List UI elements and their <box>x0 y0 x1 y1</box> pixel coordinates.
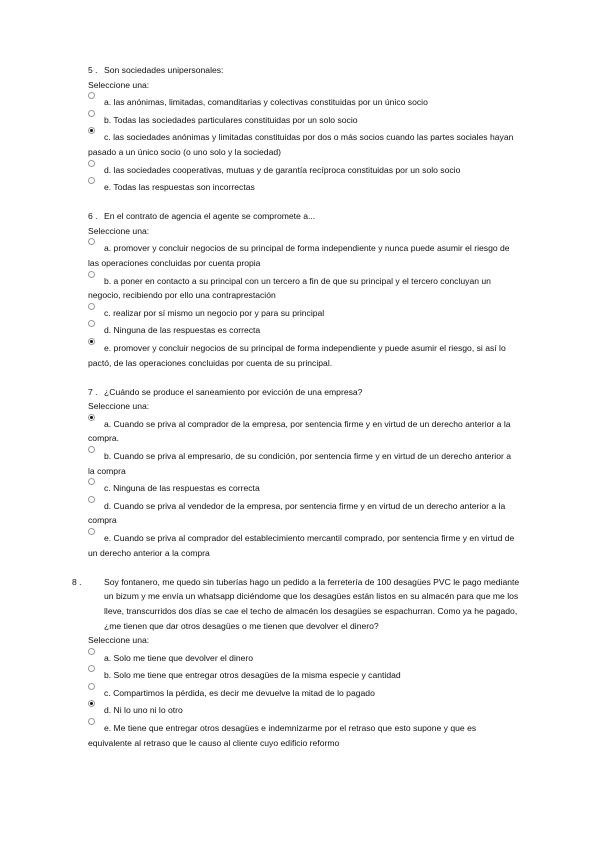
answer-option[interactable] <box>88 177 520 195</box>
question-block <box>72 575 522 751</box>
radio-icon[interactable] <box>88 303 95 310</box>
answer-option-label: e. promover y concluir negocios de su principal de forma independiente y puede asumir el riesgo, si así lo pactó, de las operaciones concluidas por cuenta de su principal. <box>88 343 506 368</box>
answer-option-label: e. Cuando se priva al comprador del establecimiento mercantil comprado, por sentencia firme y en virtud de un derecho anterior a la compra <box>88 533 515 558</box>
radio-icon[interactable] <box>88 528 95 535</box>
radio-selected-icon[interactable] <box>88 338 95 345</box>
answer-option[interactable] <box>88 665 520 683</box>
answer-option[interactable] <box>88 648 520 666</box>
select-one-label: Seleccione una: <box>88 79 150 90</box>
radio-icon[interactable] <box>88 271 95 278</box>
radio-icon[interactable] <box>88 446 95 453</box>
question-block <box>88 385 520 561</box>
answer-option[interactable] <box>88 414 520 446</box>
select-one-label: Seleccione una: <box>88 635 150 646</box>
answer-option-label: c. Ninguna de las respuestas es correcta <box>104 483 260 494</box>
answer-option[interactable] <box>88 320 520 338</box>
answer-option-label: c. realizar por sí mismo un negocio por y para su principal <box>104 307 325 318</box>
radio-icon[interactable] <box>88 718 95 725</box>
answer-option[interactable] <box>88 92 520 110</box>
question-title <box>88 63 520 78</box>
question-number: 6 . <box>88 211 98 222</box>
radio-icon[interactable] <box>88 648 95 655</box>
question-text: Soy fontanero, me quedo sin tuberías hago un pedido a la ferretería de 100 desagües PVC le pago mediante un bizum y me envía un whatsapp diciéndome que los desagües están listos en su almacén para que me los lleve, transcurridos dos días se cae el techo de almacén los desagües se espachurran. Como ya he pagado, ¿me tienen que dar otros desagües o me tienen que devolver el dinero? <box>104 576 522 631</box>
question-text: En el contrato de agencia el agente se compromete a... <box>104 211 316 222</box>
radio-icon[interactable] <box>88 496 95 503</box>
radio-icon[interactable] <box>88 110 95 117</box>
answer-option-label: a. las anónimas, limitadas, comanditarias y colectivas constituidas por un único socio <box>104 97 428 108</box>
answer-option-label: b. Cuando se priva al empresario, de su condición, por sentencia firme y en virtud de un derecho anterior a la compra <box>88 451 511 476</box>
radio-icon[interactable] <box>88 160 95 167</box>
answer-option-label: a. promover y concluir negocios de su principal de forma independiente y nunca puede asumir el riesgo de las operaciones concluidas por cuenta propia <box>88 243 510 269</box>
question-block <box>88 209 520 370</box>
answer-option-label: b. Todas las sociedades particulares constituidas por un solo socio <box>104 114 358 125</box>
answer-option-label: c. Compartimos la pérdida, es decir me devuelve la mitad de lo pagado <box>104 687 375 698</box>
question-title <box>72 575 522 633</box>
answer-option[interactable] <box>88 446 520 478</box>
answer-option-label: c. las sociedades anónimas y limitadas constituidas por dos o más socios cuando las partes sociales hayan pasado a un único socio (o uno solo y la sociedad) <box>88 132 514 157</box>
answer-option-label: d. Ni lo uno ni lo otro <box>104 705 183 716</box>
answer-option[interactable] <box>88 127 520 159</box>
question-number: 8 . <box>72 576 82 587</box>
question-title <box>88 385 520 400</box>
select-one-label: Seleccione una: <box>88 401 150 412</box>
select-one-label: Seleccione una: <box>88 225 150 236</box>
answer-option-label: e. Todas las respuestas son incorrectas <box>104 182 255 193</box>
answer-option-label: a. Cuando se priva al comprador de la empresa, por sentencia firme y en virtud de un derecho anterior a la compra. <box>88 418 511 444</box>
answer-option[interactable] <box>88 303 520 321</box>
answer-option[interactable] <box>88 700 520 718</box>
answer-option[interactable] <box>88 238 520 270</box>
answer-option[interactable] <box>88 528 520 560</box>
answer-option-label: d. Ninguna de las respuestas es correcta <box>104 325 261 336</box>
answer-option-label: b. a poner en contacto a su principal con un tercero a fin de que su principal y el tercero concluyan un negocio, recibiendo por ello una contraprestación <box>88 275 491 301</box>
radio-icon[interactable] <box>88 683 95 690</box>
answer-option-label: b. Solo me tiene que entregar otros desagües de la misma especie y cantidad <box>104 670 401 681</box>
question-text: ¿Cuándo se produce el saneamiento por evicción de una empresa? <box>104 386 363 397</box>
answer-option[interactable] <box>88 478 520 496</box>
answer-option[interactable] <box>88 496 520 528</box>
answer-option-label: a. Solo me tiene que devolver el dinero <box>104 652 254 663</box>
answer-option[interactable] <box>88 718 520 750</box>
question-block <box>88 63 520 195</box>
question-number: 7 . <box>88 386 98 397</box>
answer-option-label: d. Cuando se priva al vendedor de la empresa, por sentencia firme y en virtud de un derecho anterior a la compra <box>88 500 506 526</box>
answer-option-label: e. Me tiene que entregar otros desagües e indemnizarme por el retraso que esto supone y que es equivalente al retraso que le causo al cliente cuyo edificio reformo <box>88 723 477 748</box>
question-number: 5 . <box>88 65 98 75</box>
answer-option[interactable] <box>88 160 520 178</box>
answer-option[interactable] <box>88 271 520 303</box>
answer-option-label: d. las sociedades cooperativas, mutuas y de garantía recíproca constituidas por un solo socio <box>104 164 461 175</box>
question-title <box>88 209 520 224</box>
answer-option[interactable] <box>88 338 520 370</box>
quiz-page <box>72 63 522 765</box>
question-text: Son sociedades unipersonales: <box>104 65 224 75</box>
radio-selected-icon[interactable] <box>88 414 95 421</box>
answer-option[interactable] <box>88 683 520 701</box>
answer-option[interactable] <box>88 110 520 128</box>
